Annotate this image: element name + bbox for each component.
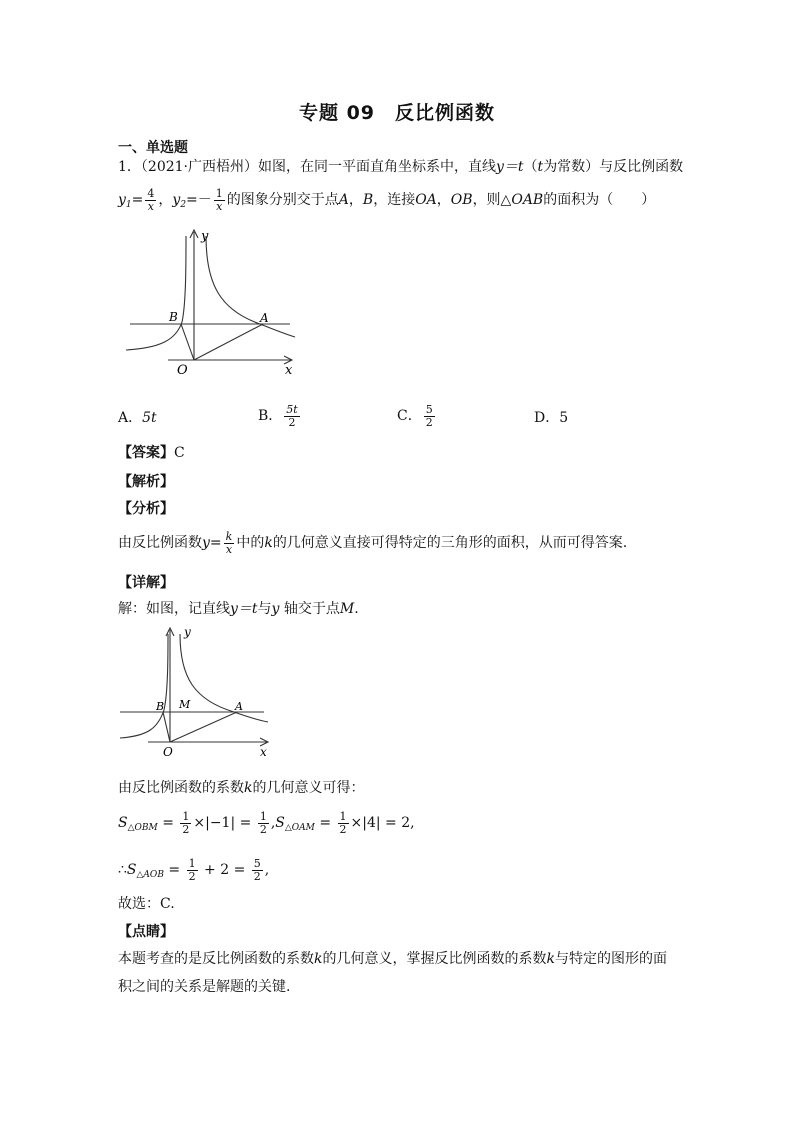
comma: ， (436, 192, 451, 208)
dianjing-line-2: 积之间的关系是解题的关键. (118, 979, 291, 995)
origin-label: O (177, 363, 188, 378)
frac-num: 1 (188, 856, 196, 870)
y2-sub: 2 (180, 200, 187, 210)
segment-ob: OB (450, 192, 473, 208)
option-b (258, 401, 302, 431)
option-label: D． (534, 410, 560, 426)
segment-ob-line (163, 712, 170, 742)
frac-den: 2 (425, 415, 433, 429)
dianjing-line-1 (118, 950, 667, 968)
frac-den: 2 (188, 869, 196, 883)
line-equation: y＝t (230, 601, 258, 617)
comma: , (264, 862, 270, 878)
frac-den: 2 (182, 822, 190, 836)
option-c (397, 401, 437, 431)
y1-var: y (118, 192, 126, 208)
y-var: y (202, 535, 210, 551)
curve-y2 (120, 634, 168, 738)
detail-tag: 【详解】 (118, 575, 174, 591)
option-value: 5 (559, 410, 569, 426)
detail-line (118, 600, 359, 618)
equation-1 (118, 808, 415, 843)
question-text-3: 的图象分别交于点 (226, 192, 339, 208)
point-b: B (362, 192, 374, 208)
fenxi-tag: 【分析】 (118, 501, 174, 517)
curve-y2 (126, 236, 186, 350)
option-fraction (424, 404, 435, 429)
question-line-1 (118, 158, 683, 176)
connect-text: ，连接 (373, 192, 416, 208)
option-value: 5t (142, 410, 157, 426)
eq-sign: = (168, 862, 181, 878)
frac-num: 4 (147, 186, 155, 200)
therefore-symbol: ∴ (118, 862, 127, 878)
k-var: k (546, 951, 555, 967)
answer-tag: 【答案】 (118, 445, 174, 461)
text: 中的 (236, 535, 265, 551)
k-var: k (244, 780, 253, 796)
eq-sign-2: =－ (186, 192, 212, 208)
frac-den: x (216, 199, 223, 213)
frac-den: 2 (288, 415, 296, 429)
frac-den: 2 (259, 822, 267, 836)
frac-den: x (147, 199, 154, 213)
k-var: k (314, 951, 323, 967)
option-a (118, 409, 157, 427)
triangle-oab: OAB (511, 192, 544, 208)
b-label: B (169, 310, 178, 324)
frac-num: 1 (339, 809, 347, 823)
period: . (354, 601, 359, 617)
eq-sign: = (131, 192, 144, 208)
origin-label: O (163, 745, 173, 759)
expr: ×|−1| = (193, 815, 252, 831)
curve-y1 (206, 236, 295, 337)
s-sub: △OAM (284, 823, 315, 833)
m-var: M (339, 601, 355, 617)
question-line-2 (118, 185, 655, 220)
sep: ， (158, 192, 173, 208)
point-a: A (338, 192, 349, 208)
question-text-2: 为常数）与反比例函数 (543, 159, 684, 175)
text: 与特定的图形的面 (554, 951, 667, 967)
text: 与 (257, 601, 272, 617)
option-label: B． (258, 408, 283, 424)
k-var: k (264, 535, 273, 551)
a-label: A (260, 311, 269, 325)
curve-y1 (180, 634, 268, 722)
dianjing-tag: 【点睛】 (118, 924, 174, 940)
segment-oa-line (170, 712, 237, 742)
fraction-half (258, 811, 269, 836)
page-title: 专题 09 反比例函数 (298, 102, 496, 124)
text: 的几何意义直接可得特定的三角形的面积，从而可得答案. (272, 535, 628, 551)
option-label: A． (118, 410, 143, 426)
segment-oa: OA (415, 192, 437, 208)
t-var: t (537, 159, 544, 175)
frac-num: 5 (253, 856, 261, 870)
paren: （ (523, 159, 538, 175)
x-label: x (260, 745, 267, 759)
s-var: S (126, 862, 137, 878)
b-label: B (156, 700, 165, 713)
frac-num: 1 (259, 809, 267, 823)
a-label: A (235, 700, 243, 713)
line-equation: y＝t (496, 159, 524, 175)
text: 的几何意义，掌握反比例函数的系数 (322, 951, 547, 967)
s-var: S (275, 815, 285, 831)
fraction-half (180, 811, 191, 836)
y-var: y (271, 601, 280, 617)
frac-num: k (225, 529, 233, 543)
option-d (534, 409, 568, 427)
text: 由反比例函数 (118, 535, 202, 551)
analysis-tag: 【解析】 (118, 474, 174, 490)
y2-var: y (172, 192, 181, 208)
y1-sub: 1 (125, 200, 132, 210)
segment-ob-line (181, 324, 194, 360)
fenxi-text (118, 528, 627, 558)
comma: ， (348, 192, 363, 208)
text: 本题考查的是反比例函数的系数 (118, 951, 314, 967)
question-end: 的面积为（ ） (543, 192, 656, 208)
choose-line: 故选：C. (118, 896, 175, 912)
frac-num: 1 (182, 809, 190, 823)
frac-num: 5 (425, 402, 433, 416)
s-sub: △AOB (136, 870, 164, 880)
option-fraction (284, 404, 299, 429)
geo-line (118, 779, 364, 797)
equation-2 (118, 855, 269, 890)
fraction-five-halves (252, 858, 263, 883)
expr: ×|4| = 2, (350, 815, 415, 831)
eq-sign: = (319, 815, 332, 831)
question-text: 1．（2021·广西梧州）如图，在同一平面直角坐标系中，直线 (118, 159, 496, 175)
frac-num: 1 (215, 186, 223, 200)
x-label: x (285, 363, 293, 378)
text: 的几何意义可得： (252, 780, 365, 796)
frac-num: 5t (286, 402, 298, 416)
m-label: M (179, 698, 191, 711)
section-heading: 一、单选题 (118, 140, 188, 156)
answer-line (118, 444, 185, 462)
text: 解：如图，记直线 (118, 601, 230, 617)
s-var: S (118, 815, 128, 831)
s-sub: △OBM (127, 823, 158, 833)
option-label: C． (397, 408, 422, 424)
eq-sign: = (162, 815, 174, 831)
frac-den: x (225, 542, 233, 556)
frac-den: 2 (253, 869, 261, 883)
segment-oa-line (194, 324, 263, 360)
text: 轴交于点 (279, 601, 340, 617)
eq-sign: = (209, 535, 222, 551)
then-text: ，则△ (472, 192, 512, 208)
fraction-4-over-x (145, 188, 156, 213)
answer-value: C (174, 445, 185, 461)
fraction-half (338, 811, 349, 836)
comma: , (270, 815, 276, 831)
frac-den: 2 (339, 822, 347, 836)
fraction-half (187, 858, 198, 883)
figure-1-graph (120, 224, 310, 384)
y-label: y (184, 625, 191, 639)
fraction-k-over-x (224, 531, 235, 556)
expr: + 2 = (204, 862, 246, 878)
text: 由反比例函数的系数 (118, 780, 244, 796)
fraction-1-over-x (214, 188, 225, 213)
y-label: y (201, 229, 209, 244)
figure-2-graph (118, 622, 278, 772)
